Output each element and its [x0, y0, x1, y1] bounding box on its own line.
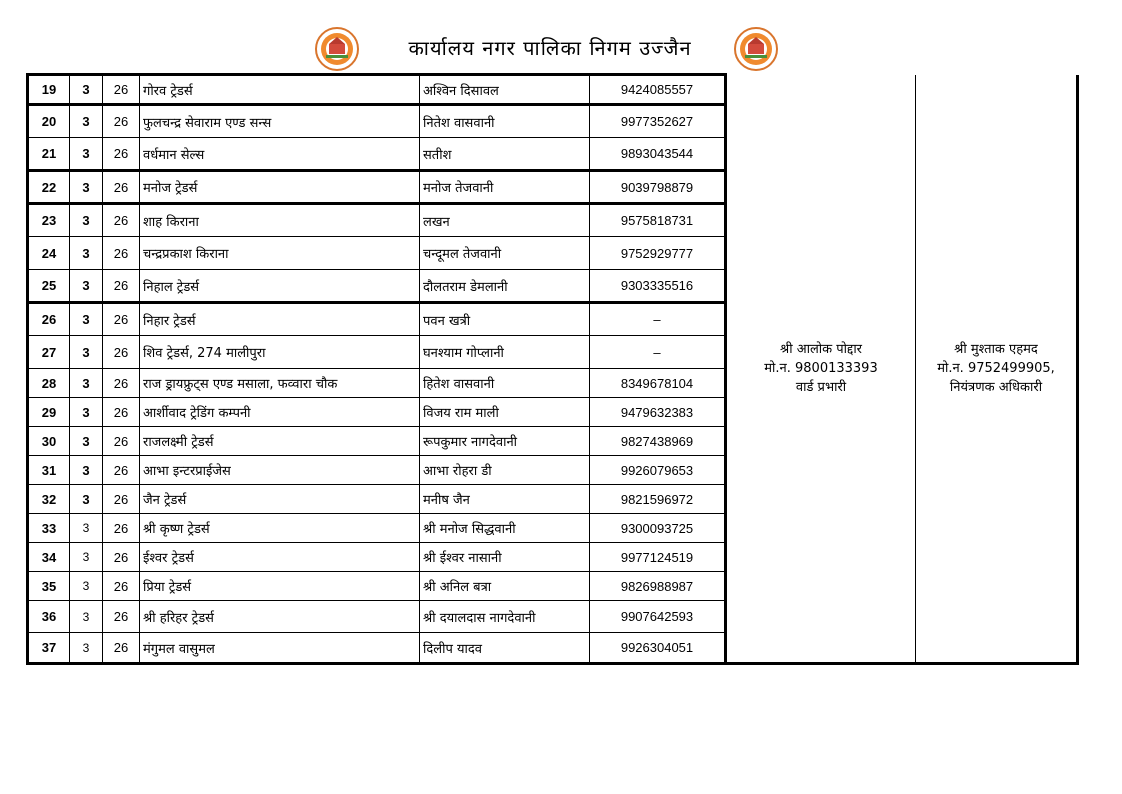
ward-number-cell: 26: [103, 171, 140, 204]
controlling-officer-mobile: मो.न. 9752499905,: [937, 360, 1055, 376]
ward-incharge-mobile: मो.न. 9800133393: [764, 360, 878, 376]
zone-number-cell: 3: [70, 237, 103, 270]
serial-number-cell: 20: [28, 105, 70, 138]
zone-number-cell: 3: [70, 485, 103, 514]
ward-number-cell: 26: [103, 427, 140, 456]
phone-number-cell: 9893043544: [590, 138, 726, 171]
firm-name-cell: मनोज ट्रेडर्स: [140, 171, 420, 204]
ward-number-cell: 26: [103, 303, 140, 336]
phone-number-cell: 8349678104: [590, 369, 726, 398]
ward-incharge-cell: [726, 75, 916, 664]
owner-name-cell: विजय राम माली: [420, 398, 590, 427]
phone-number-cell: 9977124519: [590, 543, 726, 572]
phone-number-cell: 9575818731: [590, 204, 726, 237]
owner-name-cell: आभा रोहरा डी: [420, 456, 590, 485]
zone-number-cell: 3: [70, 572, 103, 601]
firm-name-cell: ईश्वर ट्रेडर्स: [140, 543, 420, 572]
phone-number-cell: 9977352627: [590, 105, 726, 138]
firm-name-cell: जैन ट्रेडर्स: [140, 485, 420, 514]
serial-number-cell: 27: [28, 336, 70, 369]
phone-number-cell: –: [590, 303, 726, 336]
owner-name-cell: सतीश: [420, 138, 590, 171]
serial-number-cell: 19: [28, 75, 70, 105]
firm-name-cell: शाह किराना: [140, 204, 420, 237]
firm-name-cell: निहाल ट्रेडर्स: [140, 270, 420, 303]
serial-number-cell: 32: [28, 485, 70, 514]
ward-number-cell: 26: [103, 514, 140, 543]
serial-number-cell: 36: [28, 601, 70, 633]
serial-number-cell: 26: [28, 303, 70, 336]
firm-name-cell: राजलक्ष्मी ट्रेडर्स: [140, 427, 420, 456]
owner-name-cell: लखन: [420, 204, 590, 237]
firm-name-cell: गोरव ट्रेडर्स: [140, 75, 420, 105]
zone-number-cell: 3: [70, 336, 103, 369]
municipal-seal-logo-left: [314, 26, 360, 72]
owner-name-cell: श्री अनिल बत्रा: [420, 572, 590, 601]
phone-number-cell: 9039798879: [590, 171, 726, 204]
phone-number-cell: 9907642593: [590, 601, 726, 633]
traders-table: [26, 73, 1079, 665]
zone-number-cell: 3: [70, 633, 103, 664]
serial-number-cell: 28: [28, 369, 70, 398]
serial-number-cell: 23: [28, 204, 70, 237]
zone-number-cell: 3: [70, 601, 103, 633]
firm-name-cell: मंगुमल वासुमल: [140, 633, 420, 664]
ward-number-cell: 26: [103, 398, 140, 427]
ward-number-cell: 26: [103, 633, 140, 664]
ward-incharge-name: श्री आलोक पोद्दार: [779, 341, 862, 357]
owner-name-cell: दिलीप यादव: [420, 633, 590, 664]
firm-name-cell: श्री हरिहर ट्रेडर्स: [140, 601, 420, 633]
ward-number-cell: 26: [103, 237, 140, 270]
traders-table-body: [28, 75, 1078, 664]
phone-number-cell: 9926304051: [590, 633, 726, 664]
traders-list-sheet: [26, 73, 1079, 665]
ward-number-cell: 26: [103, 336, 140, 369]
zone-number-cell: 3: [70, 543, 103, 572]
zone-number-cell: 3: [70, 514, 103, 543]
firm-name-cell: आभा इन्टरप्राईजेस: [140, 456, 420, 485]
firm-name-cell: शिव ट्रेडर्स, 274 मालीपुरा: [140, 336, 420, 369]
ward-number-cell: 26: [103, 543, 140, 572]
firm-name-cell: फुलचन्द्र सेवाराम एण्ड सन्स: [140, 105, 420, 138]
serial-number-cell: 25: [28, 270, 70, 303]
owner-name-cell: मनोज तेजवानी: [420, 171, 590, 204]
controlling-officer-designation: नियंत्रणक अधिकारी: [949, 379, 1043, 395]
phone-number-cell: 9303335516: [590, 270, 726, 303]
table-row: [28, 75, 1078, 105]
firm-name-cell: श्री कृष्ण ट्रेडर्स: [140, 514, 420, 543]
zone-number-cell: 3: [70, 270, 103, 303]
page-header: [0, 24, 1122, 74]
owner-name-cell: पवन खत्री: [420, 303, 590, 336]
ward-number-cell: 26: [103, 485, 140, 514]
phone-number-cell: 9752929777: [590, 237, 726, 270]
phone-number-cell: 9926079653: [590, 456, 726, 485]
zone-number-cell: 3: [70, 427, 103, 456]
owner-name-cell: दौलतराम डेमलानी: [420, 270, 590, 303]
phone-number-cell: 9821596972: [590, 485, 726, 514]
ward-number-cell: 26: [103, 105, 140, 138]
firm-name-cell: निहार ट्रेडर्स: [140, 303, 420, 336]
ward-number-cell: 26: [103, 456, 140, 485]
firm-name-cell: चन्द्रप्रकाश किराना: [140, 237, 420, 270]
zone-number-cell: 3: [70, 75, 103, 105]
owner-name-cell: नितेश वासवानी: [420, 105, 590, 138]
phone-number-cell: 9826988987: [590, 572, 726, 601]
ward-number-cell: 26: [103, 369, 140, 398]
zone-number-cell: 3: [70, 171, 103, 204]
owner-name-cell: मनीष जैन: [420, 485, 590, 514]
serial-number-cell: 34: [28, 543, 70, 572]
zone-number-cell: 3: [70, 303, 103, 336]
firm-name-cell: प्रिया ट्रेडर्स: [140, 572, 420, 601]
firm-name-cell: वर्धमान सेल्स: [140, 138, 420, 171]
ward-number-cell: 26: [103, 270, 140, 303]
owner-name-cell: घनश्याम गोप्लानी: [420, 336, 590, 369]
ward-number-cell: 26: [103, 601, 140, 633]
phone-number-cell: 9479632383: [590, 398, 726, 427]
controlling-officer-name: श्री मुश्ताक एहमद: [954, 341, 1038, 357]
phone-number-cell: –: [590, 336, 726, 369]
ward-number-cell: 26: [103, 138, 140, 171]
owner-name-cell: हितेश वासवानी: [420, 369, 590, 398]
serial-number-cell: 24: [28, 237, 70, 270]
ward-number-cell: 26: [103, 75, 140, 105]
owner-name-cell: अश्विन दिसावल: [420, 75, 590, 105]
phone-number-cell: 9424085557: [590, 75, 726, 105]
serial-number-cell: 35: [28, 572, 70, 601]
zone-number-cell: 3: [70, 138, 103, 171]
owner-name-cell: श्री दयालदास नागदेवानी: [420, 601, 590, 633]
zone-number-cell: 3: [70, 456, 103, 485]
ward-number-cell: 26: [103, 204, 140, 237]
owner-name-cell: श्री मनोज सिद्धवानी: [420, 514, 590, 543]
serial-number-cell: 22: [28, 171, 70, 204]
serial-number-cell: 37: [28, 633, 70, 664]
zone-number-cell: 3: [70, 204, 103, 237]
serial-number-cell: 29: [28, 398, 70, 427]
firm-name-cell: राज ड्रायफ्रुट्स एण्ड मसाला, फव्वारा चौक: [140, 369, 420, 398]
owner-name-cell: श्री ईश्वर नासानी: [420, 543, 590, 572]
ward-number-cell: 26: [103, 572, 140, 601]
municipal-seal-logo-right: [733, 26, 779, 72]
ward-incharge-designation: वार्ड प्रभारी: [795, 379, 847, 395]
office-title: कार्यालय नगर पालिका निगम उज्जैन: [408, 36, 692, 60]
phone-number-cell: 9300093725: [590, 514, 726, 543]
zone-number-cell: 3: [70, 105, 103, 138]
controlling-officer-cell: [916, 75, 1078, 664]
firm-name-cell: आर्शीवाद ट्रेडिंग कम्पनी: [140, 398, 420, 427]
serial-number-cell: 21: [28, 138, 70, 171]
phone-number-cell: 9827438969: [590, 427, 726, 456]
owner-name-cell: चन्दूमल तेजवानी: [420, 237, 590, 270]
owner-name-cell: रूपकुमार नागदेवानी: [420, 427, 590, 456]
serial-number-cell: 33: [28, 514, 70, 543]
zone-number-cell: 3: [70, 369, 103, 398]
zone-number-cell: 3: [70, 398, 103, 427]
serial-number-cell: 30: [28, 427, 70, 456]
serial-number-cell: 31: [28, 456, 70, 485]
